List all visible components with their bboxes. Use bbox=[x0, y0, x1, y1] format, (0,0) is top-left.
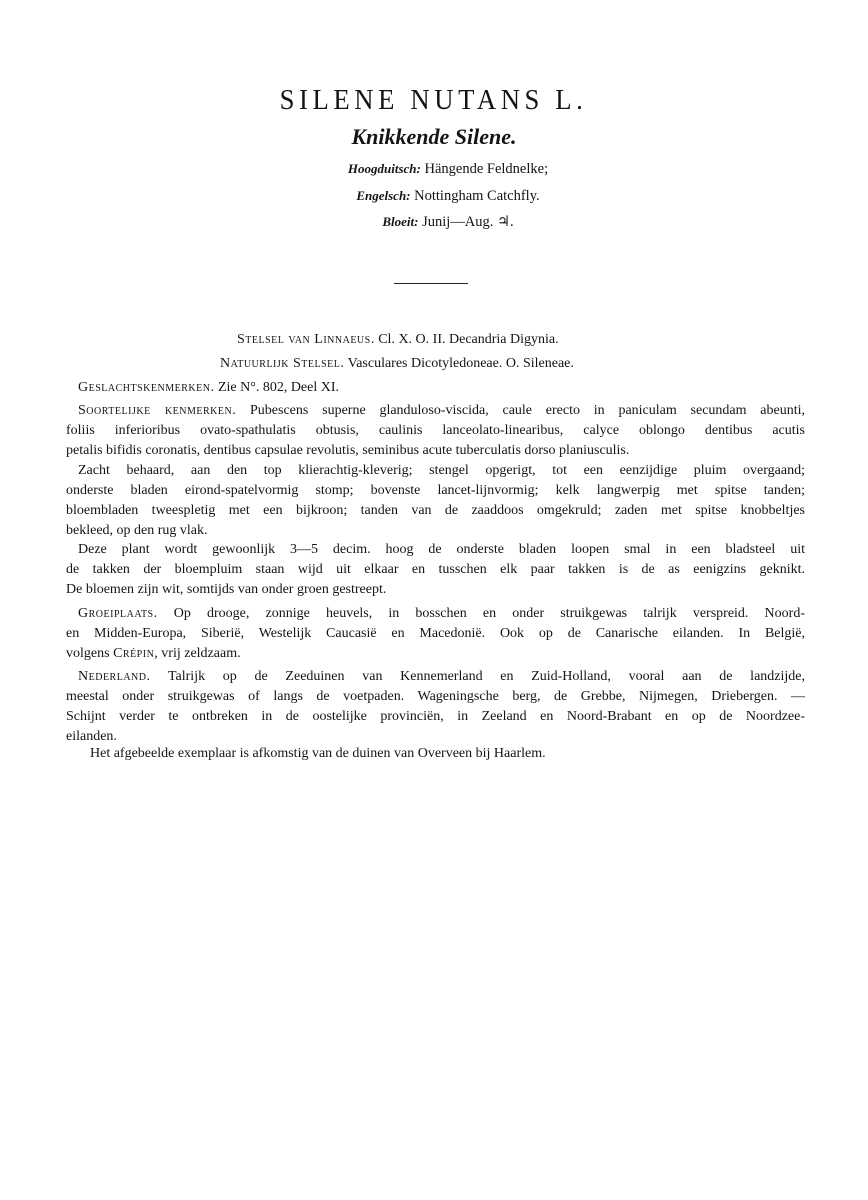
habitat-volgens: volgens bbox=[66, 646, 114, 661]
english-name-row bbox=[14, 188, 868, 205]
german-name-value: Hängende Feldnelke; bbox=[424, 161, 549, 177]
plant-note-line-1: Deze plant wordt gewoonlijk 3—5 decim. hoog de onderste bladen loopen smal in een bladsteel uit bbox=[78, 542, 805, 557]
plant-note-line-2: de takken der bloempluim staan wijd uit elkaar en tusschen elk paar takken is de as eenigzins geknikt. bbox=[66, 562, 805, 577]
linnaeus-head: Stelsel van Linnaeus. bbox=[237, 332, 375, 347]
natural-system bbox=[220, 355, 574, 373]
habitat-tail: , vrij zeldzaam. bbox=[154, 646, 241, 661]
netherlands-head: Nederland. bbox=[78, 669, 151, 684]
natural-system-text: Vasculares Dicotyledoneae. O. Sileneae. bbox=[344, 356, 574, 371]
habitat-line-1 bbox=[78, 605, 805, 623]
genus-head: Geslachtskenmerken. bbox=[78, 380, 215, 395]
species-characters-text: Pubescens superne glanduloso-viscida, caule erecto in paniculam secundam abeunti, bbox=[236, 403, 805, 418]
flowering-label: Bloeit: bbox=[382, 214, 419, 229]
description-line-2: onderste bladen eirond-spatelvormig stomp; bovenste lancet-lijnvormig; kelk langwerpig met spitse tanden; bbox=[66, 483, 805, 498]
linnaeus-text: Cl. X. O. II. Decandria Digynia. bbox=[374, 332, 559, 347]
species-characters-line-2: foliis inferioribus ovato-spathulatis obtusis, caulinis lanceolato-linearibus, calyce oblongo dentibus acutis bbox=[66, 423, 805, 438]
genus-text: Zie N°. 802, Deel XI. bbox=[214, 380, 340, 395]
linnaeus-system bbox=[237, 331, 559, 349]
species-title: SILENE NUTANS L. bbox=[279, 84, 588, 116]
genus-characters bbox=[78, 379, 339, 397]
description-line-3: bloembladen tweespletig met een bijkroon; tanden van de zaaddoos omgekruld; zaden met spitse knobbeltjes bbox=[66, 503, 805, 518]
german-name-label: Hoogduitsch: bbox=[347, 161, 421, 176]
flowering-row bbox=[14, 214, 868, 231]
dutch-name: Knikkende Silene. bbox=[351, 124, 517, 149]
netherlands-line-4: eilanden. bbox=[66, 729, 117, 744]
description-line-1: Zacht behaard, aan den top klierachtig-kleverig; stengel opgerigt, tot een eenzijdige pluim overgaand; bbox=[78, 463, 805, 478]
natural-system-head: Natuurlijk Stelsel. bbox=[220, 356, 345, 371]
description-line-4: bekleed, op den rug vlak. bbox=[66, 523, 208, 538]
species-characters-head: Soortelijke kenmerken. bbox=[78, 403, 237, 418]
species-characters-line-3: petalis bifidis coronatis, dentibus capsulae revolutis, seminibus acute tuberculatis dorso planiusculis. bbox=[66, 443, 630, 458]
habitat-line-2: en Midden-Europa, Siberië, Westelijk Caucasië en Macedonië. Ook op de Canarische eilanden. In België, bbox=[66, 626, 805, 641]
german-name-row bbox=[14, 161, 868, 178]
netherlands-line-1 bbox=[78, 668, 805, 686]
netherlands-text: Talrijk op de Zeeduinen van Kennemerland en Zuid-Holland, vooral aan de landzijde, bbox=[150, 669, 805, 684]
species-characters-line-1 bbox=[78, 402, 805, 420]
plant-note-line-3: De bloemen zijn wit, somtijds van onder groen gestreept. bbox=[66, 582, 387, 597]
habitat-head: Groeiplaats. bbox=[78, 606, 158, 621]
english-name-label: Engelsch: bbox=[356, 188, 411, 203]
specimen-origin: Het afgebeelde exemplaar is afkomstig van de duinen van Overveen bij Haarlem. bbox=[90, 746, 546, 761]
habitat-text: Op drooge, zonnige heuvels, in bosschen en onder struikgewas talrijk verspreid. Noord- bbox=[157, 606, 805, 621]
english-name-value: Nottingham Catchfly. bbox=[414, 188, 540, 204]
habitat-line-3 bbox=[66, 645, 241, 663]
section-divider bbox=[394, 283, 468, 284]
netherlands-line-3: Schijnt verder te ontbreken in de oostelijke provinciën, in Zeeland en Noord-Brabant en op de Noordzee- bbox=[66, 709, 805, 724]
netherlands-line-2: meestal onder struikgewas of langs de voetpaden. Wageningsche berg, de Grebbe, Nijmegen, Driebergen. — bbox=[66, 689, 805, 704]
habitat-crepin: Crépin bbox=[113, 646, 155, 661]
flowering-value: Junij—Aug. ♃. bbox=[422, 214, 514, 230]
